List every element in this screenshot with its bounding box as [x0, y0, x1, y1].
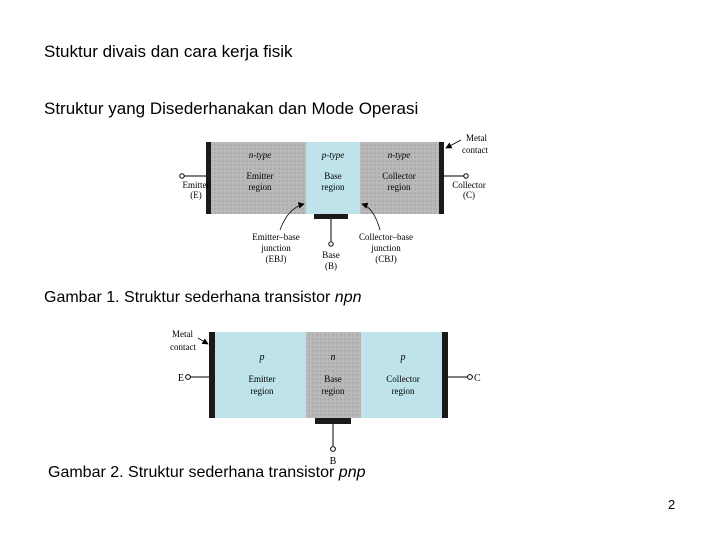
ebj-label-2: junction — [261, 243, 291, 253]
emitter-type-label: p — [259, 352, 265, 363]
collector-label-2: (C) — [463, 190, 475, 200]
base-name-label-2: region — [321, 386, 345, 396]
slide-title: Stuktur divais dan cara kerja fisik — [44, 42, 293, 61]
base-type-label: n — [330, 352, 336, 363]
base-letter-label: B — [329, 456, 337, 467]
base-type-label: p-type — [321, 150, 345, 160]
cbj-label: Collector–base — [359, 232, 413, 242]
pnp-transistor-figure — [164, 322, 500, 472]
metal-contact-label: Metal — [172, 329, 193, 339]
emitter-name-label-2: region — [250, 386, 274, 396]
base-name-label: Base — [324, 171, 342, 181]
emitter-metal-contact — [209, 332, 215, 418]
base-terminal — [329, 242, 333, 246]
collector-name-label-2: region — [391, 386, 415, 396]
collector-metal-contact — [442, 332, 448, 418]
base-metal-contact — [314, 214, 348, 219]
figure2-caption — [48, 464, 366, 482]
emitter-name-label-2: region — [248, 182, 272, 192]
collector-metal-contact — [439, 142, 444, 214]
metal-contact-label: Metal — [466, 133, 487, 143]
npn-transistor-figure — [170, 128, 500, 278]
collector-type-label: n-type — [387, 150, 411, 160]
base-label: Base — [322, 250, 340, 260]
figure1-caption-npn: npn — [334, 289, 362, 306]
collector-label: Collector — [452, 180, 486, 190]
cbj-label-3: (CBJ) — [375, 254, 397, 264]
collector-terminal — [468, 375, 473, 380]
ebj-label-3: (EBJ) — [265, 254, 287, 264]
base-metal-contact — [315, 418, 351, 424]
figure1-caption-text: Gambar 1. Struktur sederhana transistor — [44, 289, 335, 306]
metal-contact-label-2: contact — [170, 342, 196, 352]
base-label-2: (B) — [325, 261, 337, 271]
emitter-label: Emitter — [182, 180, 210, 190]
emitter-name-label: Emitter — [248, 374, 276, 384]
emitter-letter-label: E — [177, 373, 184, 384]
collector-name-label-2: region — [387, 182, 411, 192]
emitter-metal-contact — [206, 142, 211, 214]
slide-subtitle: Struktur yang Disederhanakan dan Mode Operasi — [44, 99, 419, 118]
emitter-terminal — [186, 375, 191, 380]
emitter-label-2: (E) — [190, 190, 202, 200]
collector-name-label: Collector — [382, 171, 416, 181]
collector-name-label: Collector — [386, 374, 420, 384]
figure2-caption-pnp: pnp — [338, 464, 366, 481]
emitter-terminal — [180, 174, 184, 178]
page-number: 2 — [668, 497, 676, 512]
base-name-label-2: region — [321, 182, 345, 192]
figure2-caption-text: Gambar 2. Struktur sederhana transistor — [48, 464, 339, 481]
emitter-name-label: Emitter — [246, 171, 274, 181]
figure1-caption — [44, 289, 362, 307]
base-terminal — [331, 447, 336, 452]
emitter-type-label: n-type — [248, 150, 272, 160]
base-name-label: Base — [324, 374, 342, 384]
cbj-label-2: junction — [371, 243, 401, 253]
collector-type-label: p — [400, 352, 406, 363]
collector-terminal — [464, 174, 468, 178]
ebj-label: Emitter–base — [252, 232, 300, 242]
collector-letter-label: C — [474, 373, 481, 384]
metal-contact-label-2: contact — [462, 145, 488, 155]
